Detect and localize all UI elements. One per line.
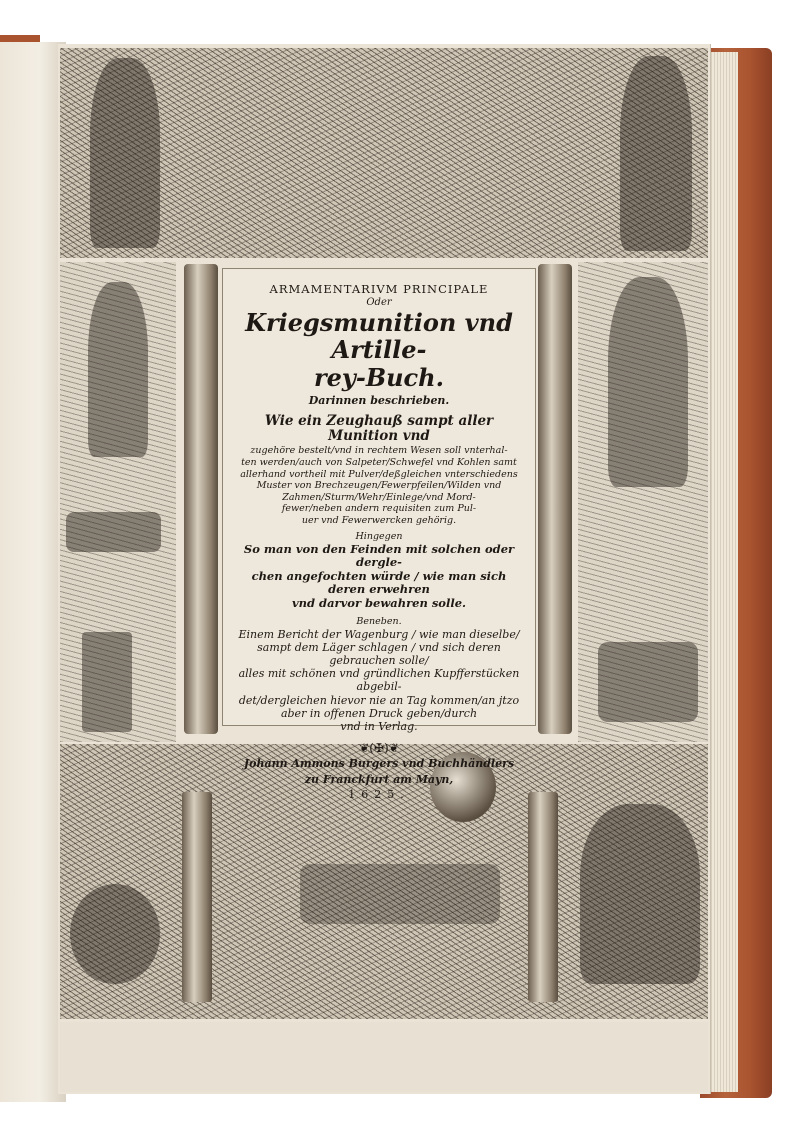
body-line-3: allerhand vortheil mit Pulver/deßgleichen vnterschiedens	[240, 468, 518, 480]
gunner-with-cannon	[580, 804, 700, 984]
latin-title: ARMAMENTARIVM PRINCIPALE	[269, 282, 489, 296]
allegorical-figure-right	[620, 56, 692, 251]
report-line-2: sampt dem Läger schlagen / vnd sich deren gebrauchen solle/	[257, 640, 501, 667]
page-edges	[706, 52, 738, 1092]
report-line-5: aber in offenen Druck geben/durch	[280, 706, 478, 720]
mid-line-1: So man von den Feinden mit solchen oder dergle-	[243, 541, 515, 570]
body-line-2: ten werden/auch von Salpeter/Schwefel vnd Kohlen samt	[241, 456, 517, 468]
cannon-wheel-left	[70, 884, 160, 984]
hingegen-line: Hingegen	[355, 531, 403, 543]
bottom-right-pillar	[528, 792, 558, 1002]
darinnen-line: Darinnen beschrieben.	[308, 393, 450, 407]
soldier-figure-left	[88, 282, 148, 457]
report-line-3: alles mit schönen vnd gründlichen Kupfferstücken abgebil-	[238, 667, 520, 694]
publisher-line-1: Johann Ammons Burgers vnd Buchhändlers	[243, 757, 515, 771]
body-line-7: uer vnd Fewerwercken gehörig.	[301, 514, 457, 526]
fireworks-device-icon	[598, 642, 698, 722]
facing-blank-page	[0, 42, 66, 1102]
mid-line-3: vnd darvor bewahren solle.	[291, 595, 467, 610]
army-camp	[300, 864, 500, 924]
left-pillar	[184, 264, 218, 734]
main-title-line-1: Kriegsmunition vnd Artille-	[245, 308, 513, 364]
artillery-device-icon	[66, 512, 161, 552]
report-line-6: vnd in Verlag.	[340, 719, 418, 733]
title-page	[58, 44, 710, 1094]
lead-line: Wie ein Zeughauß sampt aller Munition vnd	[264, 412, 494, 445]
allegorical-figure-left	[90, 58, 160, 248]
printer-ornament: ❦(✠)❦	[359, 741, 399, 756]
right-pillar	[538, 264, 572, 734]
title-cartouche	[222, 268, 536, 802]
body-line-1: zugehöre bestelt/vnd in rechtem Wesen soll vnterhal-	[250, 445, 508, 457]
report-line-4: det/dergleichen hievor nie an Tag kommen/an jtzo	[238, 693, 520, 707]
body-line-4: Muster von Brechzeugen/Fewerpfeilen/Wilden vnd	[256, 480, 502, 492]
body-line-5: Zahmen/Sturm/Wehr/Einlege/vnd Mord-	[282, 491, 476, 503]
right-border-engraving	[578, 262, 708, 742]
body-line-6: fewer/neben andern requisiten zum Pul-	[281, 503, 477, 515]
bottom-left-pillar	[182, 792, 212, 1002]
main-title-line-2: rey-Buch.	[314, 363, 444, 393]
soldier-figure-right	[608, 277, 688, 487]
oder-line: Oder	[366, 296, 392, 308]
report-line-1: Einem Bericht der Wagenburg / wie man dieselbe/	[238, 627, 520, 641]
publisher-line-2: zu Franckfurt am Mayn,	[304, 773, 454, 787]
mid-line-2: chen angefochten würde / wie man sich deren erwehren	[251, 568, 507, 597]
city-view-engraving	[60, 48, 708, 258]
press-machine-icon	[82, 632, 132, 732]
beneben-line: Beneben.	[356, 616, 402, 628]
publication-year: 1625.	[348, 788, 410, 802]
bottom-margin	[60, 1022, 708, 1092]
left-border-engraving	[60, 262, 176, 742]
